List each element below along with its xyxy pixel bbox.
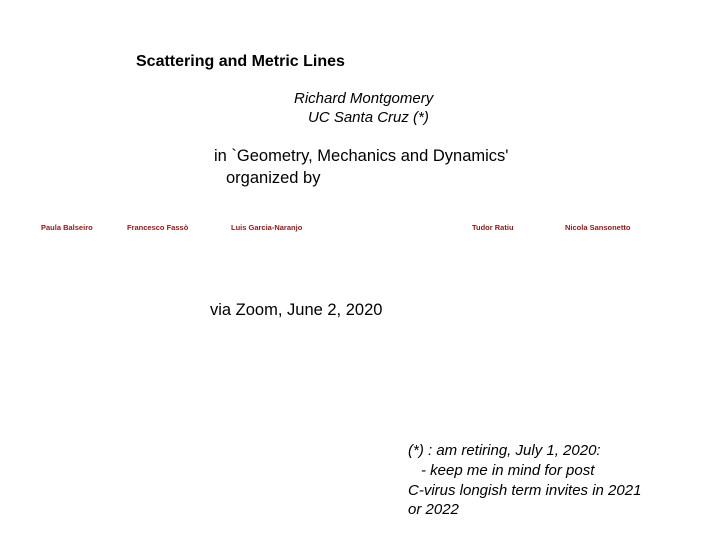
- organizer-name: Nicola Sansonetto: [565, 223, 631, 232]
- organizer-name: Tudor Ratiu: [472, 223, 514, 232]
- author-affiliation: UC Santa Cruz (*): [308, 109, 429, 126]
- footnote-line: (*) : am retiring, July 1, 2020:: [408, 442, 601, 459]
- organizer-name: Francesco Fassò: [127, 223, 189, 232]
- organized-by-line: organized by: [226, 169, 321, 187]
- event-date-line: via Zoom, June 2, 2020: [210, 301, 383, 319]
- organizer-name: Paula Balseiro: [41, 223, 93, 232]
- slide-title: Scattering and Metric Lines: [136, 53, 345, 70]
- author-name: Richard Montgomery: [294, 90, 434, 107]
- footnote-line: C-virus longish term invites in 2021: [408, 482, 642, 499]
- organizer-name: Luis Garcia-Naranjo: [231, 223, 303, 232]
- footnote-line: or 2022: [408, 501, 459, 518]
- footnote-line: - keep me in mind for post: [421, 462, 595, 479]
- venue-line: in `Geometry, Mechanics and Dynamics': [214, 147, 509, 165]
